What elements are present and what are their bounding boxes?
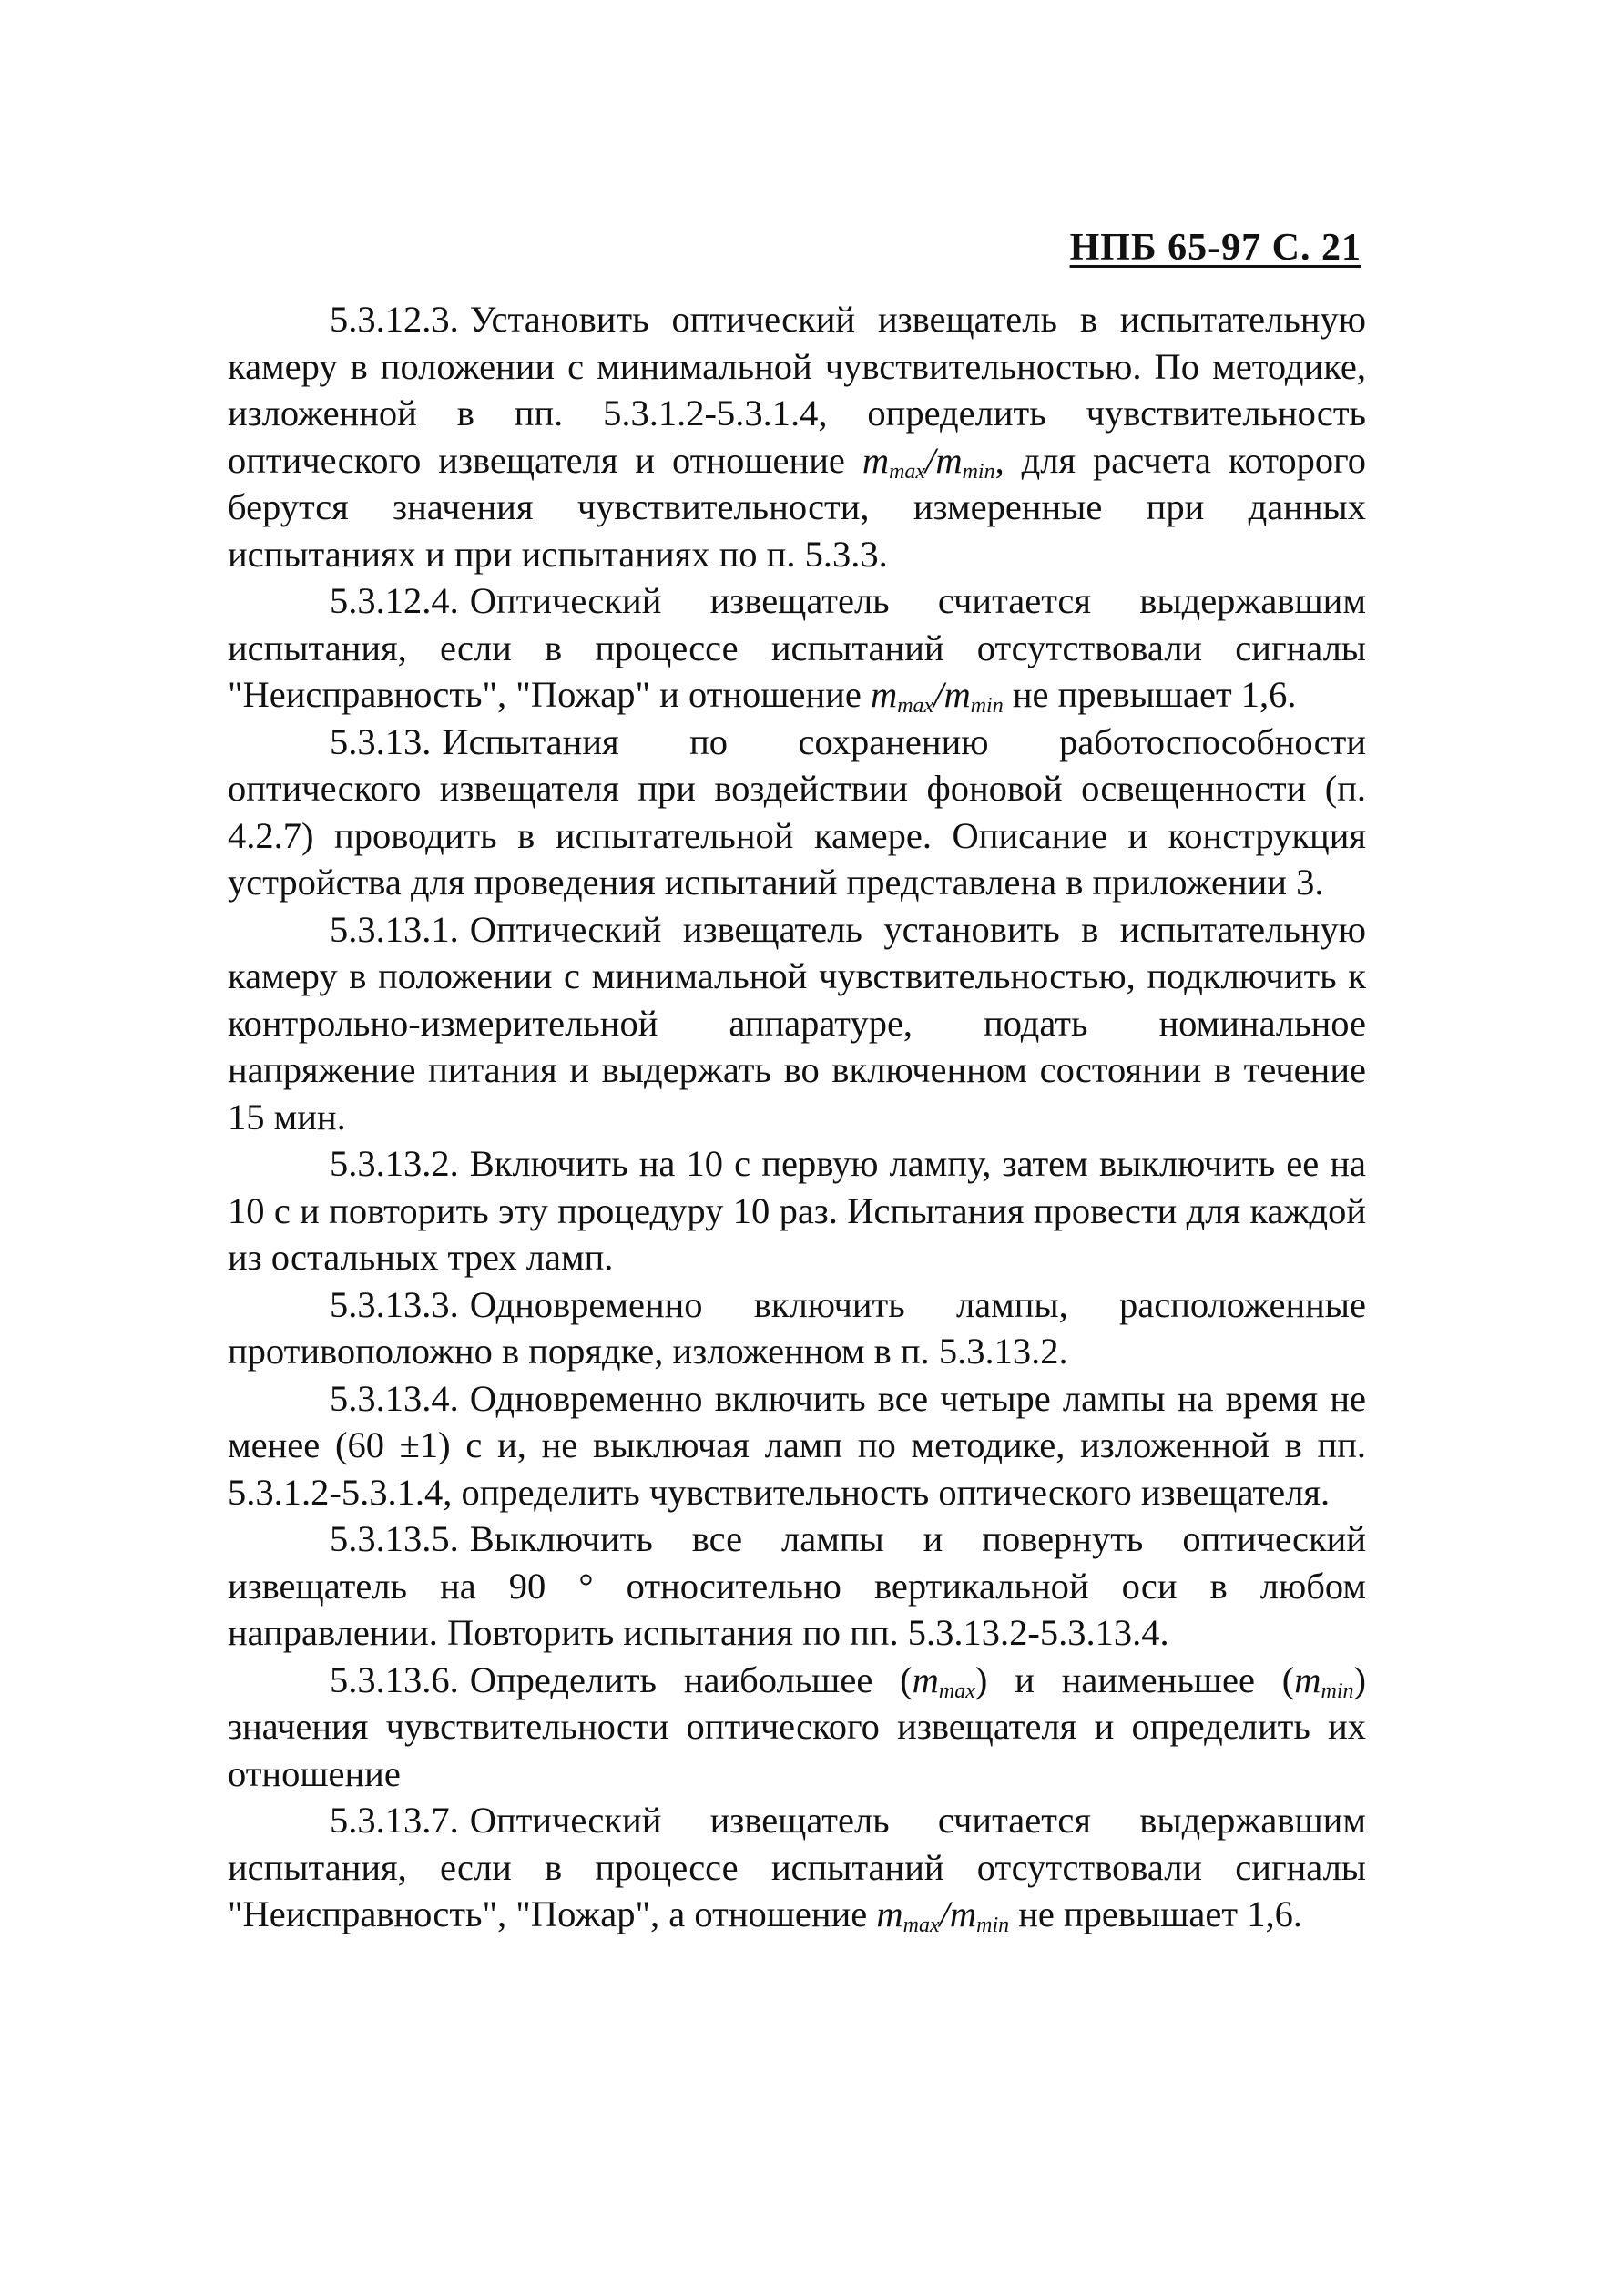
paragraph-5-3-13-3	[228, 1281, 1366, 1375]
paragraph-5-3-13-7	[228, 1797, 1366, 1938]
paragraph-5-3-13-4	[228, 1375, 1366, 1516]
clause-number: 5.3.13.3.	[330, 1283, 459, 1325]
subscript-max: max	[902, 1913, 940, 1937]
paragraph-text: Испытания по сохранению работоспособности оптического извещателя при воздействии фоновой освещенности (п. 4.2.7) проводить в испытательной камере. Описание и конструкция устройства для проведения испытаний представлена в приложении 3.	[228, 720, 1366, 903]
page-header-doc-ref: НПБ 65-97 С. 21	[1069, 227, 1361, 269]
paragraph-text: Определить наибольшее (	[469, 1658, 913, 1700]
var-m-min: m	[935, 439, 963, 481]
ratio-slash: /	[939, 1893, 950, 1934]
paragraph-text: Одновременно включить все четыре лампы на время не менее (60 ±1) с и, не выключая ламп по методике, изложенной в пп. 5.3.1.2-5.3.1.4, определить чувствительность оптического извещателя.	[228, 1377, 1366, 1513]
clause-number: 5.3.13.1.	[330, 908, 459, 950]
clause-number: 5.3.12.3.	[330, 299, 459, 340]
ratio-formula	[876, 1893, 1010, 1937]
ratio-formula	[862, 439, 995, 484]
document-body	[228, 296, 1366, 1938]
paragraph-5-3-13-2	[228, 1140, 1366, 1281]
paragraph-text-tail: ) значения чувствительности оптического извещателя и определить их отношение	[228, 1658, 1367, 1794]
clause-number: 5.3.13.4.	[330, 1377, 459, 1419]
paragraph-text-mid: ) и наименьшее (	[974, 1658, 1295, 1700]
var-m-max: m	[876, 1893, 903, 1934]
paragraph-text-tail: не превышает 1,6.	[1012, 674, 1297, 715]
clause-number: 5.3.13.2.	[330, 1143, 459, 1184]
var-m-min: m	[1294, 1658, 1321, 1700]
clause-number: 5.3.13.5.	[330, 1518, 459, 1559]
paragraph-text: Включить на 10 с первую лампу, затем выключить ее на 10 с и повторить эту процедуру 10 раз. Испытания провести для каждой из остальных трех ламп.	[228, 1143, 1366, 1278]
subscript-min: min	[970, 694, 1004, 718]
paragraph-text: Выключить все лампы и повернуть оптический извещатель на 90 ° относительно вертикальной оси в любом направлении. Повторить испытания по пп. 5.3.13.2-5.3.13.4.	[228, 1518, 1366, 1653]
var-m-max: m	[870, 674, 898, 715]
paragraph-5-3-13-1	[228, 906, 1366, 1141]
subscript-min: min	[962, 459, 995, 484]
ratio-slash: /	[925, 439, 936, 481]
paragraph-5-3-13-5	[228, 1515, 1366, 1657]
subscript-max: max	[889, 459, 926, 484]
subscript-max: max	[938, 1679, 975, 1703]
paragraph-text: Оптический извещатель установить в испытательную камеру в положении с минимальной чувствительностью, подключить к контрольно-измерительной аппаратуре, подать номинальное напряжение питания и выдержать во включенном состоянии в течение 15 мин.	[228, 908, 1366, 1138]
clause-number: 5.3.13.7.	[330, 1800, 459, 1841]
paragraph-5-3-13-6	[228, 1657, 1366, 1798]
paragraph-text-tail: не превышает 1,6.	[1018, 1893, 1302, 1934]
subscript-min: min	[1321, 1679, 1354, 1703]
paragraph-text: Оптический извещатель считается выдержавшим испытания, если в процессе испытаний отсутствовали сигналы "Неисправность", "Пожар" и отношение	[228, 580, 1366, 715]
paragraph-5-3-13	[228, 719, 1366, 906]
paragraph-5-3-12-3	[228, 296, 1366, 577]
var-m-max: m	[862, 439, 890, 481]
ratio-formula	[870, 674, 1004, 718]
clause-number: 5.3.12.4.	[330, 580, 459, 621]
paragraph-text: Оптический извещатель считается выдержавшим испытания, если в процессе испытаний отсутствовали сигналы "Неисправность", "Пожар", а отношение	[228, 1800, 1366, 1934]
clause-number: 5.3.13.	[330, 720, 432, 762]
var-m-max-formula	[912, 1658, 975, 1703]
var-m-max: m	[912, 1658, 939, 1700]
var-m-min-formula	[1294, 1658, 1354, 1703]
subscript-min: min	[976, 1913, 1010, 1937]
paragraph-5-3-12-4	[228, 577, 1366, 719]
paragraph-text: Одновременно включить лампы, расположенные противоположно в порядке, изложенном в п. 5.3.13.2.	[228, 1283, 1366, 1372]
var-m-min: m	[943, 674, 971, 715]
var-m-min: m	[949, 1893, 977, 1934]
clause-number: 5.3.13.6.	[330, 1658, 459, 1700]
paragraph-text-tail: , для расчета которого берутся значения чувствительности, измеренные при данных испытаниях и при испытаниях по п. 5.3.3.	[228, 439, 1366, 575]
ratio-slash: /	[933, 674, 944, 715]
subscript-max: max	[897, 694, 934, 718]
paragraph-text: Установить оптический извещатель в испытательную камеру в положении с минимальной чувствительностью. По методике, изложенной в пп. 5.3.1.2-5.3.1.4, определить чувствительность оптического извещателя и отношение	[228, 299, 1366, 481]
